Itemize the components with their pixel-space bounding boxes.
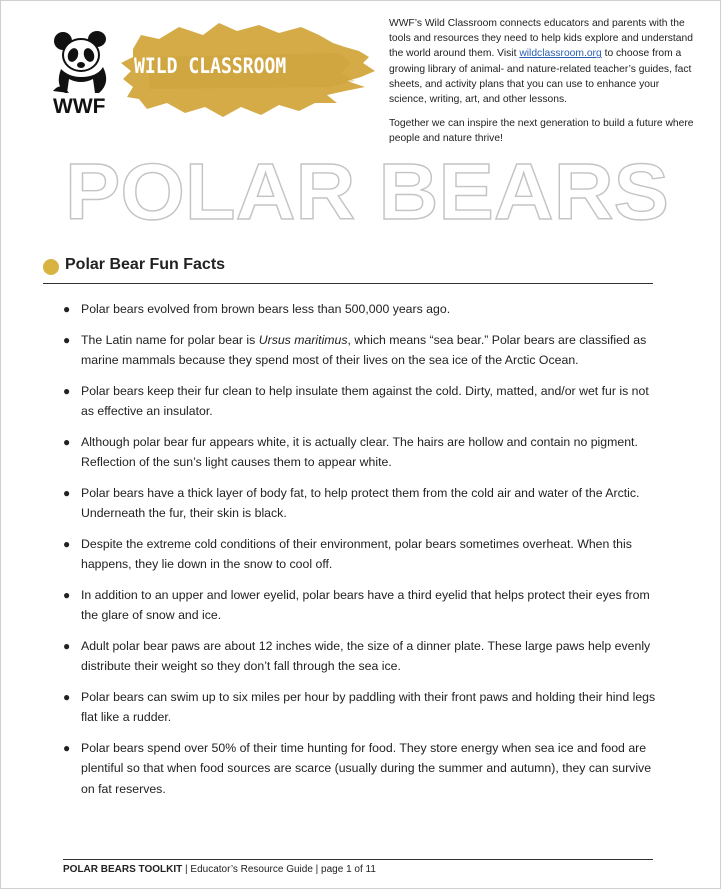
fact-text: Polar bears have a thick layer of body fat, to help protect them from the cold air and water of the Arctic. Underneath the fur, their skin is black. xyxy=(81,485,640,520)
bullet-icon: ● xyxy=(63,740,71,755)
fact-item xyxy=(63,585,663,626)
bullet-icon: ● xyxy=(63,638,71,653)
fact-text: Polar bears keep their fur clean to help insulate them against the cold. Dirty, matted, and/or wet fur is not as effective an insulator. xyxy=(81,383,649,418)
footer-divider xyxy=(63,859,653,860)
footer-details: | Educator’s Resource Guide | page 1 of 11 xyxy=(182,864,376,875)
wildclassroom-link[interactable]: wildclassroom.org xyxy=(519,48,602,60)
footer xyxy=(63,864,376,875)
bullet-icon: ● xyxy=(63,485,71,500)
bullet-icon: ● xyxy=(63,434,71,449)
fact-text: Despite the extreme cold conditions of their environment, polar bears sometimes overheat. When this happens, they lie down in the snow to cool off. xyxy=(81,536,632,571)
fact-text: Adult polar bear paws are about 12 inches wide, the size of a dinner plate. These large paws help evenly distribute their weight so they don’t fall through the sea ice. xyxy=(81,638,651,673)
bullet-icon: ● xyxy=(63,302,71,316)
bullet-icon: ● xyxy=(63,536,71,551)
section-title: Polar Bear Fun Facts xyxy=(65,256,226,273)
fact-item xyxy=(63,381,663,422)
bullet-icon: ● xyxy=(63,383,71,398)
fact-item xyxy=(63,432,663,473)
page-title xyxy=(59,147,679,237)
intro-paragraph-2: Together we can inspire the next generation to build a future where people and nature thrive! xyxy=(389,118,694,145)
wwf-logo-text: WWF xyxy=(53,95,106,118)
fact-text: Polar bears can swim up to six miles per hour by paddling with their front paws and holding their hind legs flat like a rudder. xyxy=(81,689,656,724)
fact-text-continued: , which means “sea bear.” Polar bears are classified as marine mammals because they spend most of their lives on the sea ice of the Arctic Ocean. xyxy=(81,332,647,367)
fact-text: In addition to an upper and lower eyelid, polar bears have a third eyelid that helps protect their eyes from the glare of snow and ice. xyxy=(81,587,650,622)
bullet-icon: ● xyxy=(63,332,71,347)
fact-item xyxy=(63,299,663,320)
intro-paragraph-1 xyxy=(389,16,695,107)
fun-facts-list xyxy=(63,299,663,809)
banner-title: WILD CLASSROOM xyxy=(134,54,287,78)
fact-item xyxy=(63,483,663,524)
intro-text xyxy=(389,16,695,156)
fact-item xyxy=(63,534,663,575)
bullet-icon: ● xyxy=(63,689,71,704)
fact-scientific-name: Ursus maritimus xyxy=(258,332,348,347)
fact-item xyxy=(63,636,663,677)
bullet-icon: ● xyxy=(63,587,71,602)
fact-item xyxy=(63,687,663,728)
section-divider xyxy=(43,283,653,284)
fact-item xyxy=(63,330,663,371)
fact-text: The Latin name for polar bear is xyxy=(81,332,259,347)
footer-toolkit: POLAR BEARS TOOLKIT xyxy=(63,864,183,875)
intro-text-after-link: to choose from a growing library of animal- and nature-related teacher’s guides, fact sheets, and activity plans that you can use to enhance your science, writing, art, and other lessons. xyxy=(389,48,692,106)
fact-text: Polar bears evolved from brown bears less than 500,000 years ago. xyxy=(81,302,451,316)
fact-item xyxy=(63,738,663,800)
gold-dot-icon xyxy=(43,259,59,275)
page-title-text: POLAR BEARS xyxy=(65,147,669,236)
fact-text: Although polar bear fur appears white, it is actually clear. The hairs are hollow and contain no pigment. Reflection of the sun’s light causes them to appear white. xyxy=(81,434,638,469)
fact-text: Polar bears spend over 50% of their time hunting for food. They store energy when sea ice and food are plentiful so that when food sources are scarce (usually during the summer and autumn), they can survive on fat reserves. xyxy=(81,740,652,796)
intro-text-before-link: WWF’s Wild Classroom connects educators and parents with the tools and resources they need to help kids explore and understand the world around them. Visit xyxy=(389,18,693,60)
